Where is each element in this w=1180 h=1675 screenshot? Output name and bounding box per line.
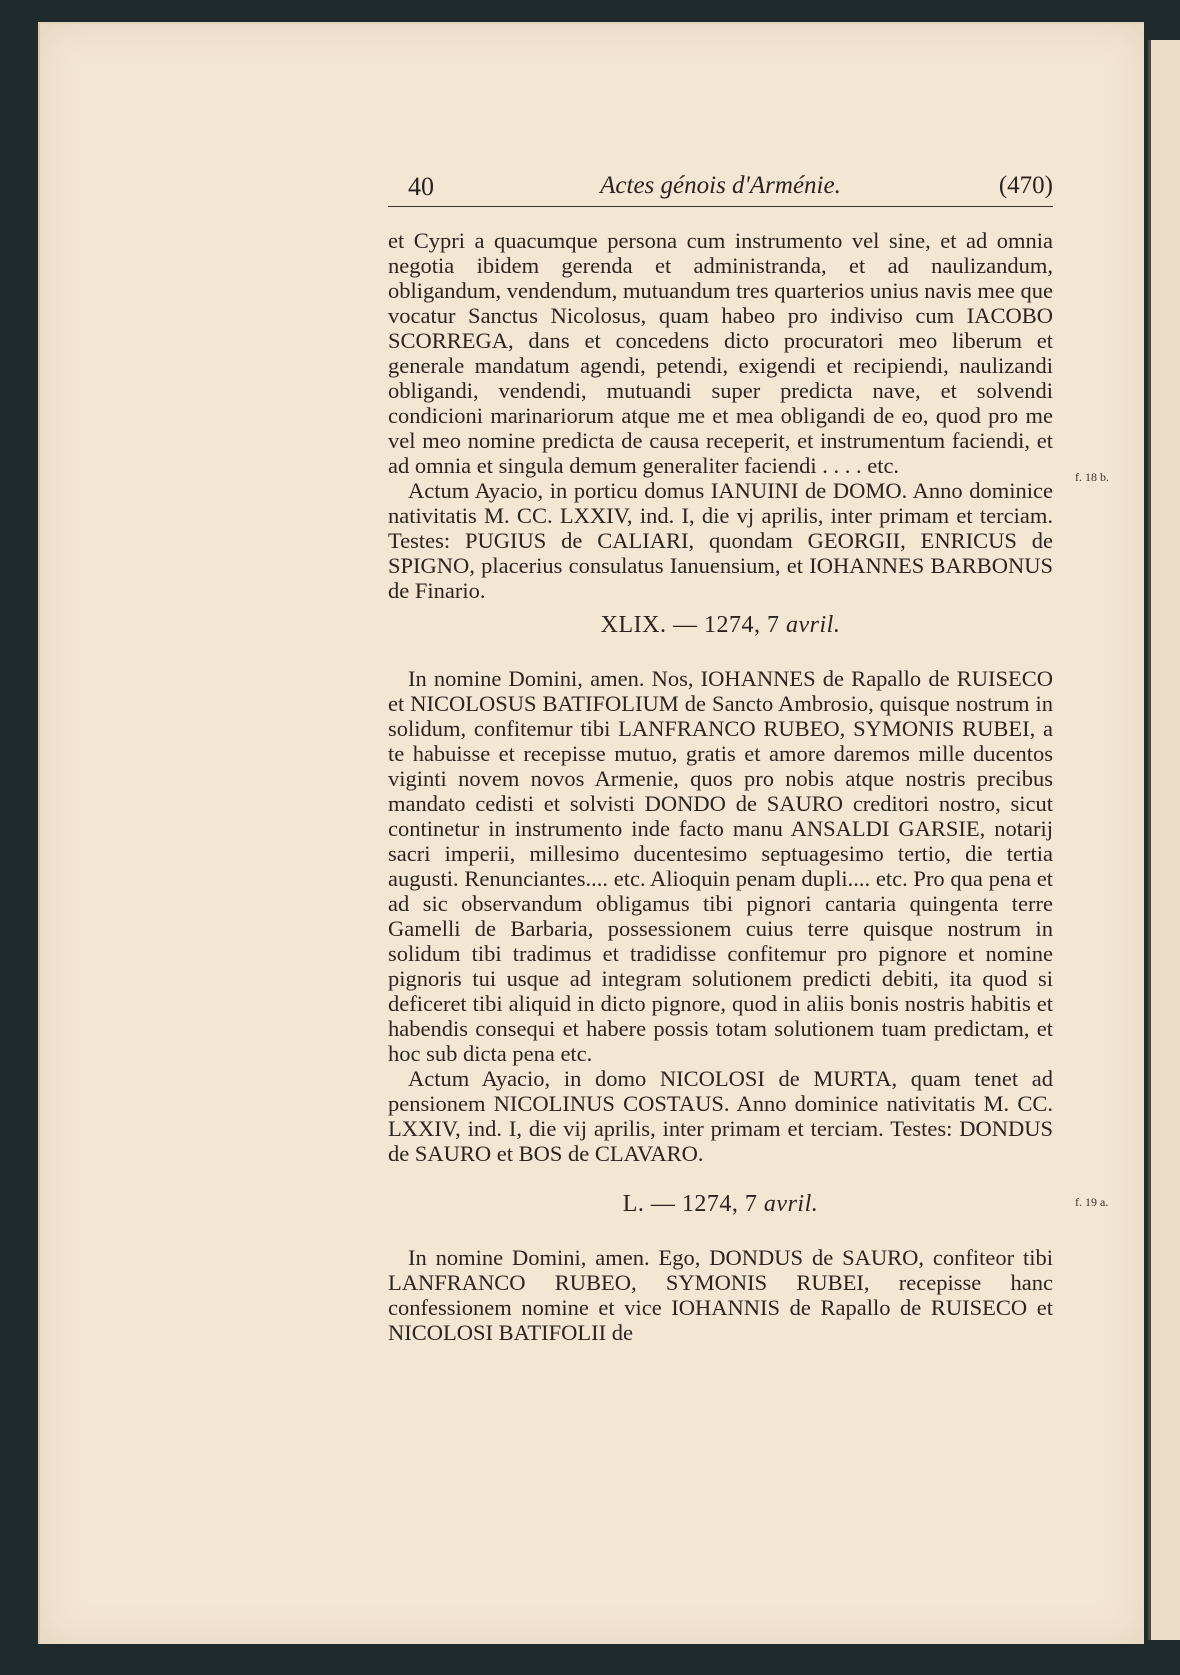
section-heading [388,1192,1053,1217]
page-number: 40 [408,172,434,201]
running-title: Actes génois d'Arménie. [600,172,841,199]
heading-month: avril. [786,612,841,638]
margin-note-folio: f. 19 a. [1075,1195,1109,1209]
paragraph: In nomine Domini, amen. Nos, IOHANNES de Rapallo de RUISECO et NICOLOSUS BATIFOLIUM de Sancto Ambrosio, quisque nostrum in solidum, confitemur tibi LANFRANCO RUBEO, SYMONIS RUBEI, a te habuisse et recepisse mutuo, gratis et amore daremos mille ducentos viginti novem novos Armenie, quos pro nobis atque nostris precibus mandato cedisti et solvisti DONDO de SAURO creditori nostro, sicut continetur in instrumento inde facto manu ANSALDI GARSIE, notarij sacri imperii, millesimo ducentesimo septuagesimo tertio, die tertia augusti. Renunciantes.... etc. Alioquin penam dupli.... etc. Pro qua pena et ad sic observandum obligamus tibi pignori cantaria quingenta terre Gamelli de Barbaria, possessionem cuius terre quisque nostrum in solidum tibi tradimus et tradidisse confitemur pro pignore et nomine pignoris tui usque ad integram solutionem predicti debiti, ita quod si deficeret tibi aliquid in dicto pignore, quod in aliis bonis nostris habitis et habendis consequi et habere possis totam solutionem tuam predictam, et hoc sub dicta pena etc. [388,666,1053,1066]
paragraph: Actum Ayacio, in domo NICOLOSI de MURTA, quam tenet ad pensionem NICOLINUS COSTAUS. Anno dominice nativitatis M. CC. LXXIV, ind. I, die vij aprilis, inter primam et terciam. Testes: DONDUS de SAURO et BOS de CLAVARO. [388,1066,1053,1166]
paragraph: Actum Ayacio, in porticu domus IANUINI de DOMO. Anno dominice nativitatis M. CC. LXXIV, ind. I, die vj aprilis, inter primam et terciam. Testes: PUGIUS de CALIARI, quondam GEORGII, ENRICUS de SPIGNO, placerius consulatus Ianuensium, et IOHANNES BARBONUS de Finario. [388,478,1053,603]
document-body [388,228,1053,1345]
facing-page-edge [1148,40,1180,1640]
running-header [388,170,1053,207]
paragraph: et Cypri a quacumque persona cum instrumento vel sine, et ad omnia negotia ibidem gerenda et administranda, et ad naulizandum, obligandum, vendendum, mutuandum tres quarterios unius navis mee que vocatur Sanctus Nicolosus, quam habeo pro indiviso cum IACOBO SCORREGA, dans et concedens dicto procuratori meo liberum et generale mandatum agendi, petendi, exigendi et recipiendi, naulizandi obligandi, vendendi, mutuandi super predicta nave, et solvendi condicioni marinariorum atque me et mea obligandi de eo, quod pro me vel meo nomine predicta de causa receperit, et instrumentum faciendi, et ad omnia et singula demum generaliter faciendi . . . . etc. [388,228,1053,478]
margin-note-folio: f. 18 b. [1075,470,1109,484]
heading-month: avril. [763,1191,819,1217]
section-heading [388,613,1053,638]
original-page-number: (470) [998,172,1053,199]
paragraph: In nomine Domini, amen. Ego, DONDUS de SAURO, confiteor tibi LANFRANCO RUBEO, SYMONIS RUBEI, recepisse hanc confessionem nomine et vice IOHANNIS de Rapallo de RUISECO et NICOLOSI BATIFOLII de [388,1245,1053,1345]
heading-number: L. — 1274, 7 [622,1191,758,1217]
heading-number: XLIX. — 1274, 7 [600,612,780,638]
